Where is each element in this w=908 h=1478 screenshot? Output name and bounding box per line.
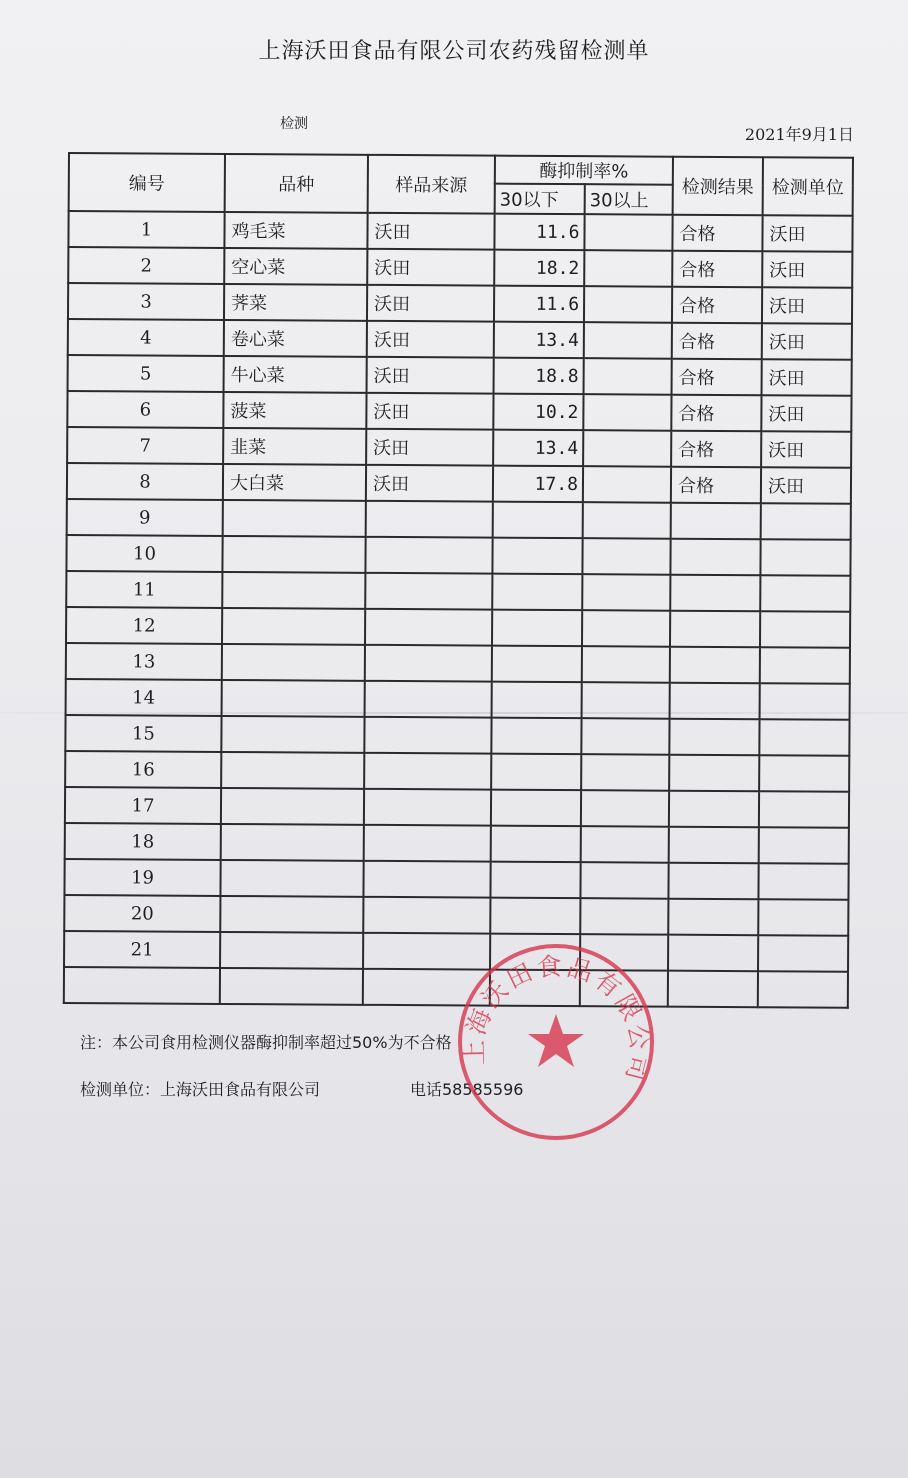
cell-source bbox=[363, 897, 490, 934]
cell-no: 11 bbox=[66, 571, 222, 608]
cell-variety: 卷心菜 bbox=[224, 320, 367, 357]
cell-source: 沃田 bbox=[366, 465, 493, 502]
cell-below-30: 18.2 bbox=[494, 250, 584, 287]
cell-above-30 bbox=[582, 538, 670, 575]
cell-below-30: 17.8 bbox=[493, 466, 583, 503]
cell-variety bbox=[222, 680, 365, 717]
cell-below-30: 13.4 bbox=[494, 322, 584, 359]
cell-no: 8 bbox=[67, 463, 223, 500]
table-row bbox=[65, 715, 849, 756]
cell-below-30 bbox=[490, 898, 580, 935]
cell-result bbox=[668, 935, 758, 972]
cell-result bbox=[668, 863, 758, 900]
header-enzyme-rate: 酶抑制率% bbox=[495, 156, 673, 185]
cell-source: 沃田 bbox=[366, 429, 493, 466]
cell-source bbox=[366, 501, 493, 538]
cell-unit bbox=[759, 719, 849, 756]
cell-result: 合格 bbox=[671, 467, 761, 504]
cell-variety: 菠菜 bbox=[223, 392, 366, 429]
cell-above-30 bbox=[583, 394, 671, 431]
cell-variety: 荠菜 bbox=[224, 284, 367, 321]
cell-result: 合格 bbox=[672, 251, 762, 288]
table-row bbox=[66, 571, 850, 612]
cell-unit bbox=[760, 539, 850, 576]
cell-no: 1 bbox=[68, 211, 224, 248]
cell-source bbox=[364, 789, 491, 826]
cell-no: 14 bbox=[66, 679, 222, 716]
cell-above-30 bbox=[582, 574, 670, 611]
phone-number: 电话58585596 bbox=[410, 1080, 524, 1099]
cell-unit bbox=[759, 827, 849, 864]
cell-source bbox=[364, 825, 491, 862]
cell-source: 沃田 bbox=[366, 393, 493, 430]
cell-above-30 bbox=[580, 898, 668, 935]
table-row bbox=[68, 283, 852, 324]
cell-no: 17 bbox=[65, 787, 221, 824]
document-title: 上海沃田食品有限公司农药残留检测单 bbox=[258, 39, 650, 64]
cell-below-30: 11.6 bbox=[494, 286, 584, 323]
cell-unit bbox=[760, 575, 850, 612]
cell-below-30 bbox=[490, 862, 580, 899]
cell-below-30: 10.2 bbox=[493, 394, 583, 431]
cell-below-30 bbox=[493, 502, 583, 539]
cell-result bbox=[670, 683, 760, 720]
cell-below-30: 13.4 bbox=[493, 430, 583, 467]
cell-source bbox=[365, 609, 492, 646]
cell-unit bbox=[758, 971, 848, 1008]
cell-unit: 沃田 bbox=[762, 359, 852, 396]
table-body bbox=[64, 211, 853, 1008]
cell-below-30 bbox=[491, 718, 581, 755]
cell-unit bbox=[760, 611, 850, 648]
cell-source bbox=[364, 753, 491, 790]
cell-no: 21 bbox=[64, 931, 220, 968]
cell-result: 合格 bbox=[672, 215, 762, 252]
cell-source: 沃田 bbox=[367, 213, 494, 250]
cell-below-30 bbox=[492, 646, 582, 683]
table-row bbox=[68, 211, 852, 252]
cell-variety bbox=[220, 968, 363, 1005]
cell-result bbox=[669, 719, 759, 756]
cell-below-30: 11.6 bbox=[494, 214, 584, 251]
cell-below-30 bbox=[491, 790, 581, 827]
cell-below-30 bbox=[492, 682, 582, 719]
cell-variety bbox=[221, 752, 364, 789]
cell-variety bbox=[220, 896, 363, 933]
cell-above-30 bbox=[583, 502, 671, 539]
table-row bbox=[64, 859, 848, 900]
inspection-table bbox=[63, 152, 854, 1009]
cell-variety: 鸡毛菜 bbox=[224, 212, 367, 249]
cell-source bbox=[364, 717, 491, 754]
cell-unit bbox=[760, 647, 850, 684]
footnote: 注：本公司食用检测仪器酶抑制率超过50%为不合格 bbox=[80, 1033, 452, 1052]
cell-above-30 bbox=[580, 862, 668, 899]
cell-below-30 bbox=[492, 574, 582, 611]
cell-unit bbox=[760, 683, 850, 720]
table-row bbox=[66, 535, 850, 576]
header-variety: 品种 bbox=[225, 154, 368, 213]
cell-above-30 bbox=[584, 322, 672, 359]
cell-unit: 沃田 bbox=[762, 251, 852, 288]
header-above-30: 30以上 bbox=[585, 184, 673, 215]
cell-no: 3 bbox=[68, 283, 224, 320]
cell-above-30 bbox=[584, 250, 672, 287]
cell-above-30 bbox=[582, 646, 670, 683]
cell-result bbox=[668, 971, 758, 1008]
cell-no bbox=[64, 967, 220, 1004]
seal-text: 上海沃田食品有限公司 bbox=[459, 951, 655, 1087]
cell-no: 16 bbox=[65, 751, 221, 788]
cell-variety bbox=[222, 608, 365, 645]
cell-no: 19 bbox=[64, 859, 220, 896]
cell-above-30 bbox=[582, 682, 670, 719]
star-icon bbox=[528, 1014, 584, 1067]
cell-source bbox=[365, 681, 492, 718]
cell-below-30 bbox=[492, 538, 582, 575]
cell-result bbox=[669, 755, 759, 792]
table-row bbox=[68, 355, 852, 396]
cell-no: 13 bbox=[66, 643, 222, 680]
cell-result bbox=[670, 539, 760, 576]
cell-variety bbox=[223, 500, 366, 537]
cell-source: 沃田 bbox=[367, 321, 494, 358]
cell-above-30 bbox=[584, 286, 672, 323]
cell-source bbox=[365, 537, 492, 574]
cell-unit: 沃田 bbox=[761, 395, 851, 432]
cell-above-30 bbox=[582, 610, 670, 647]
header-no: 编号 bbox=[69, 153, 225, 212]
cell-unit bbox=[758, 935, 848, 972]
cell-no: 5 bbox=[68, 355, 224, 392]
cell-result: 合格 bbox=[672, 359, 762, 396]
cell-no: 20 bbox=[64, 895, 220, 932]
cell-source: 沃田 bbox=[367, 249, 494, 286]
cell-result bbox=[671, 503, 761, 540]
cell-result: 合格 bbox=[671, 395, 761, 432]
cell-variety bbox=[221, 788, 364, 825]
cell-above-30 bbox=[581, 790, 669, 827]
cell-no: 7 bbox=[67, 427, 223, 464]
table-row bbox=[68, 247, 852, 288]
table-row bbox=[64, 895, 848, 936]
cell-variety: 牛心菜 bbox=[224, 356, 367, 393]
cell-unit bbox=[761, 503, 851, 540]
cell-unit: 沃田 bbox=[762, 215, 852, 252]
cell-unit bbox=[758, 863, 848, 900]
cell-variety: 韭菜 bbox=[223, 428, 366, 465]
cell-below-30 bbox=[491, 754, 581, 791]
cell-source: 沃田 bbox=[367, 357, 494, 394]
cell-below-30 bbox=[491, 826, 581, 863]
cell-variety bbox=[221, 824, 364, 861]
cell-above-30 bbox=[581, 826, 669, 863]
cell-variety bbox=[222, 572, 365, 609]
cell-result bbox=[669, 791, 759, 828]
cell-source bbox=[363, 861, 490, 898]
header-result: 检测结果 bbox=[673, 157, 763, 216]
inspection-unit: 检测单位：上海沃田食品有限公司 bbox=[80, 1080, 321, 1099]
cell-unit: 沃田 bbox=[761, 467, 851, 504]
cell-result: 合格 bbox=[672, 323, 762, 360]
cell-result: 合格 bbox=[671, 431, 761, 468]
cell-result bbox=[670, 647, 760, 684]
cell-no: 9 bbox=[67, 499, 223, 536]
cell-variety bbox=[220, 860, 363, 897]
table-row bbox=[66, 643, 850, 684]
cell-source bbox=[365, 645, 492, 682]
cell-variety bbox=[222, 644, 365, 681]
cell-no: 2 bbox=[68, 247, 224, 284]
header-source: 样品来源 bbox=[368, 155, 495, 214]
cell-no: 4 bbox=[68, 319, 224, 356]
cell-below-30: 18.8 bbox=[494, 358, 584, 395]
cell-result: 合格 bbox=[672, 287, 762, 324]
cell-result bbox=[670, 611, 760, 648]
cell-above-30 bbox=[584, 214, 672, 251]
cell-no: 18 bbox=[65, 823, 221, 860]
table-row bbox=[68, 319, 852, 360]
cell-below-30 bbox=[492, 610, 582, 647]
cell-unit: 沃田 bbox=[762, 287, 852, 324]
cell-unit bbox=[758, 899, 848, 936]
cell-unit bbox=[759, 791, 849, 828]
header-below-30: 30以下 bbox=[495, 184, 585, 215]
cell-variety: 空心菜 bbox=[224, 248, 367, 285]
sub-label: 检测 bbox=[280, 116, 308, 132]
cell-variety bbox=[221, 716, 364, 753]
cell-result bbox=[669, 827, 759, 864]
table-row bbox=[66, 607, 850, 648]
cell-variety bbox=[220, 932, 363, 969]
cell-unit bbox=[759, 755, 849, 792]
cell-above-30 bbox=[581, 754, 669, 791]
header-unit: 检测单位 bbox=[763, 157, 853, 216]
cell-above-30 bbox=[581, 718, 669, 755]
table-row bbox=[67, 499, 851, 540]
cell-above-30 bbox=[583, 430, 671, 467]
cell-variety: 大白菜 bbox=[223, 464, 366, 501]
cell-unit: 沃田 bbox=[762, 323, 852, 360]
cell-no: 6 bbox=[67, 391, 223, 428]
cell-no: 12 bbox=[66, 607, 222, 644]
table-row bbox=[67, 463, 851, 504]
table-row bbox=[67, 427, 851, 468]
table-row bbox=[66, 679, 850, 720]
cell-result bbox=[668, 899, 758, 936]
company-seal bbox=[456, 942, 656, 1142]
cell-above-30 bbox=[583, 466, 671, 503]
cell-above-30 bbox=[584, 358, 672, 395]
cell-result bbox=[670, 575, 760, 612]
cell-no: 10 bbox=[66, 535, 222, 572]
cell-no: 15 bbox=[65, 715, 221, 752]
cell-source bbox=[365, 573, 492, 610]
table-row bbox=[67, 391, 851, 432]
table-row bbox=[65, 751, 849, 792]
cell-source: 沃田 bbox=[367, 285, 494, 322]
table-row bbox=[65, 787, 849, 828]
table-row bbox=[65, 823, 849, 864]
document-date: 2021年9月1日 bbox=[744, 125, 854, 144]
cell-variety bbox=[222, 536, 365, 573]
cell-unit: 沃田 bbox=[761, 431, 851, 468]
